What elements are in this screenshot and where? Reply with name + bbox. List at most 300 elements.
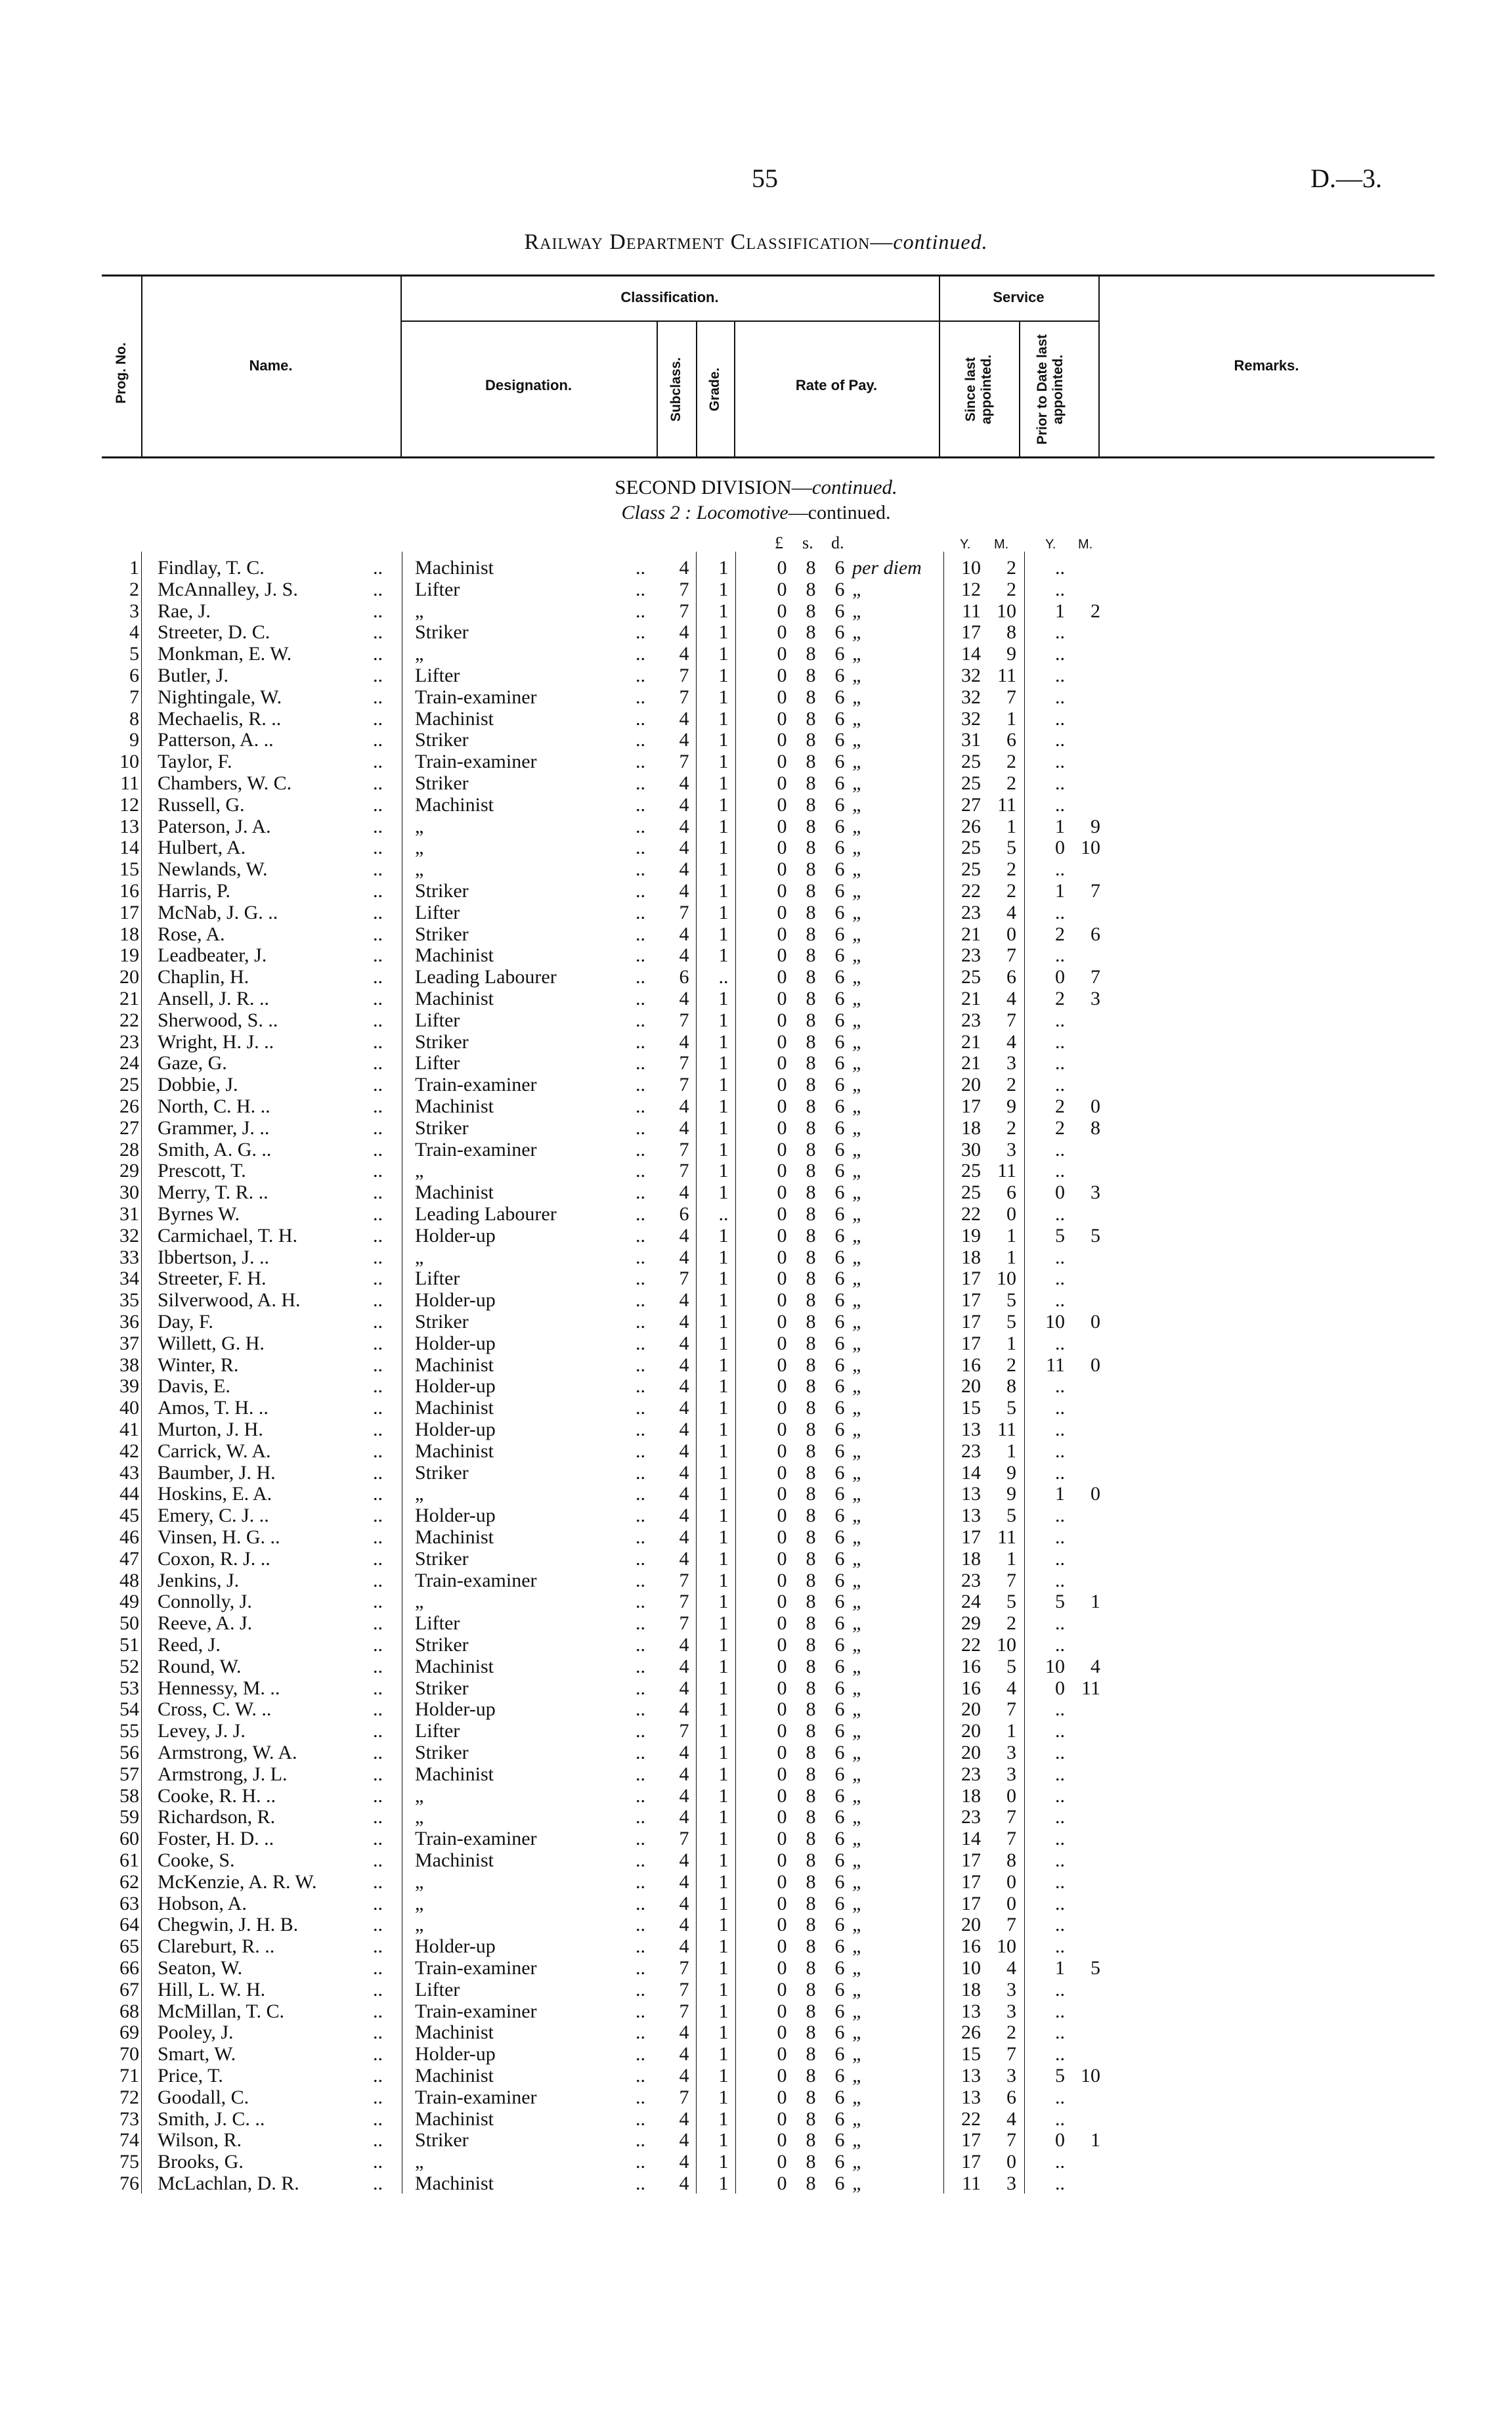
table-row	[0, 557, 1512, 579]
leader-dots: ..	[373, 686, 383, 708]
leader-dots: ..	[636, 1268, 645, 1290]
rate-pence-cell: 6	[834, 2021, 845, 2044]
since-years-cell: 25	[961, 1181, 981, 1204]
grade-cell: 1	[718, 837, 729, 859]
since-months-cell: 1	[1006, 1224, 1016, 1247]
title-main: Railway Department Classification—	[524, 230, 894, 254]
since-years-cell: 12	[961, 578, 981, 600]
since-years-cell: 25	[961, 837, 981, 859]
since-months-cell: 7	[1006, 1009, 1016, 1031]
rate-pounds-cell: 0	[777, 1268, 787, 1290]
rate-shillings-cell: 8	[806, 1440, 816, 1462]
rate-pence-cell: 6	[834, 2086, 845, 2108]
since-years-cell: 20	[961, 1720, 981, 1742]
since-years-cell: 20	[961, 1914, 981, 1936]
subclass-cell: 4	[679, 1375, 689, 1398]
prior-years-cell: 1	[1055, 815, 1065, 837]
prog-no-cell: 72	[119, 2086, 139, 2108]
unit-months-since: M.	[994, 537, 1009, 552]
table-row	[0, 1483, 1512, 1505]
rate-period-cell: „	[852, 1419, 863, 1440]
table-row	[0, 1160, 1512, 1181]
prior-years-cell: ..	[1055, 1052, 1065, 1074]
rate-period-cell: „	[852, 2151, 863, 2173]
leader-dots: ..	[636, 2043, 645, 2065]
rate-shillings-cell: 8	[806, 923, 816, 945]
prog-no-cell: 15	[119, 858, 139, 881]
col-header-subclass: Subclass.	[668, 357, 683, 422]
unit-years-since: Y.	[960, 537, 971, 552]
rate-pence-cell: 6	[834, 621, 845, 644]
rate-shillings-cell: 8	[806, 729, 816, 751]
division-name: SECOND DIVISION—	[615, 475, 812, 498]
leader-dots: ..	[373, 1612, 383, 1635]
leader-dots: ..	[636, 988, 645, 1009]
table-row	[0, 794, 1512, 816]
designation-cell: Striker	[415, 880, 469, 902]
subclass-cell: 4	[679, 1870, 689, 1893]
rate-shillings-cell: 8	[806, 837, 816, 859]
leader-dots: ..	[636, 1483, 645, 1505]
leader-dots: ..	[373, 1505, 383, 1527]
grade-cell: 1	[718, 1397, 729, 1419]
since-months-cell: 0	[1006, 923, 1016, 945]
rate-period-cell: „	[852, 707, 863, 730]
col-header-remarks: Remarks.	[1234, 357, 1299, 374]
name-cell: Cooke, R. H. ..	[158, 1784, 276, 1807]
name-cell: Grammer, J. ..	[158, 1116, 270, 1139]
prog-no-cell: 51	[119, 1634, 139, 1656]
prog-no-cell: 11	[120, 772, 139, 794]
col-header-since-last: Since last appointed.	[963, 354, 994, 425]
prior-years-cell: ..	[1055, 2043, 1065, 2065]
rate-period-cell: „	[852, 1224, 863, 1247]
since-months-cell: 3	[1006, 2000, 1016, 2022]
rate-pounds-cell: 0	[777, 2108, 787, 2130]
leader-dots: ..	[373, 2173, 383, 2194]
rate-period-cell: „	[852, 1203, 863, 1225]
rate-period-cell: „	[852, 1634, 863, 1656]
rate-pence-cell: 6	[834, 1052, 845, 1074]
prior-months-cell: 7	[1091, 966, 1100, 988]
since-years-cell: 21	[961, 988, 981, 1009]
rate-pounds-cell: 0	[777, 1160, 787, 1182]
since-months-cell: 1	[1006, 1246, 1016, 1268]
prior-years-cell: 2	[1055, 1095, 1065, 1117]
grade-cell: 1	[718, 1784, 729, 1807]
prog-no-cell: 58	[119, 1784, 139, 1807]
rate-shillings-cell: 8	[806, 2021, 816, 2044]
rate-period-cell: „	[852, 2108, 863, 2130]
rate-pounds-cell: 0	[777, 1440, 787, 1462]
designation-cell: „	[415, 1892, 424, 1914]
prog-no-cell: 59	[119, 1806, 139, 1828]
leader-dots: ..	[636, 1978, 645, 2000]
name-cell: Findlay, T. C.	[158, 557, 265, 579]
rate-pence-cell: 6	[834, 707, 845, 730]
prog-no-cell: 6	[129, 665, 139, 686]
rate-period-cell: „	[852, 880, 863, 902]
prior-years-cell: 10	[1045, 1655, 1065, 1677]
leader-dots: ..	[373, 1784, 383, 1807]
col-header-name: Name.	[249, 357, 293, 374]
prior-years-cell: ..	[1055, 944, 1065, 967]
subclass-cell: 4	[679, 1116, 689, 1139]
leader-dots: ..	[373, 2108, 383, 2130]
designation-cell: Machinist	[415, 1849, 494, 1871]
table-row	[0, 988, 1512, 1009]
leader-dots: ..	[373, 2065, 383, 2086]
leader-dots: ..	[373, 815, 383, 837]
rate-period-cell: „	[852, 1505, 863, 1527]
rate-shillings-cell: 8	[806, 1655, 816, 1677]
rate-pence-cell: 6	[834, 1224, 845, 1247]
rate-shillings-cell: 8	[806, 1591, 816, 1613]
rate-shillings-cell: 8	[806, 557, 816, 579]
leader-dots: ..	[636, 1957, 645, 1979]
leader-dots: ..	[373, 1440, 383, 1462]
rate-period-cell: „	[852, 1181, 863, 1204]
rate-shillings-cell: 8	[806, 1505, 816, 1527]
rate-shillings-cell: 8	[806, 600, 816, 622]
leader-dots: ..	[636, 751, 645, 773]
prog-no-cell: 60	[119, 1828, 139, 1850]
leader-dots: ..	[373, 1181, 383, 1204]
since-years-cell: 17	[961, 1311, 981, 1333]
designation-cell: „	[415, 858, 424, 881]
header-divider	[696, 322, 697, 458]
rate-period-cell: per diem	[852, 557, 922, 579]
leader-dots: ..	[636, 1612, 645, 1635]
prior-years-cell: ..	[1055, 1030, 1065, 1053]
rate-pounds-cell: 0	[777, 1095, 787, 1117]
since-years-cell: 10	[961, 1957, 981, 1979]
prior-years-cell: ..	[1055, 2000, 1065, 2022]
table-row	[0, 1677, 1512, 1699]
rate-period-cell: „	[852, 1914, 863, 1936]
prior-years-cell: ..	[1055, 1569, 1065, 1591]
since-months-cell: 4	[1006, 1677, 1016, 1699]
since-months-cell: 7	[1006, 1828, 1016, 1850]
leader-dots: ..	[373, 1526, 383, 1548]
rate-pounds-cell: 0	[777, 686, 787, 708]
since-years-cell: 31	[961, 729, 981, 751]
name-cell: Merry, T. R. ..	[158, 1181, 269, 1204]
leader-dots: ..	[636, 793, 645, 816]
table-row	[0, 729, 1512, 751]
since-years-cell: 10	[961, 557, 981, 579]
since-months-cell: 0	[1006, 1203, 1016, 1225]
rate-shillings-cell: 8	[806, 621, 816, 644]
subclass-cell: 4	[679, 729, 689, 751]
subclass-cell: 7	[679, 751, 689, 773]
prior-years-cell: ..	[1055, 1763, 1065, 1785]
designation-cell: Lifter	[415, 1612, 460, 1635]
header-mid-rule	[400, 320, 1098, 322]
table-row	[0, 858, 1512, 880]
prog-no-cell: 4	[129, 621, 139, 644]
leader-dots: ..	[636, 1591, 645, 1613]
grade-cell: 1	[718, 1289, 729, 1312]
since-years-cell: 13	[961, 2065, 981, 2086]
name-cell: Levey, J. J.	[158, 1720, 246, 1742]
rate-period-cell: „	[852, 2065, 863, 2086]
subclass-cell: 4	[679, 2151, 689, 2173]
since-months-cell: 5	[1006, 1655, 1016, 1677]
prog-no-cell: 8	[129, 707, 139, 730]
grade-cell: 1	[718, 1009, 729, 1031]
prior-years-cell: 0	[1055, 2129, 1065, 2152]
rate-pence-cell: 6	[834, 686, 845, 708]
designation-cell: Striker	[415, 1461, 469, 1484]
designation-cell: Holder-up	[415, 1375, 496, 1398]
leader-dots: ..	[636, 1849, 645, 1871]
leader-dots: ..	[636, 2151, 645, 2173]
prior-years-cell: ..	[1055, 858, 1065, 881]
subclass-cell: 4	[679, 1289, 689, 1312]
prior-months-cell: 2	[1091, 600, 1100, 622]
rate-shillings-cell: 8	[806, 751, 816, 773]
grade-cell: 1	[718, 944, 729, 967]
rate-pounds-cell: 0	[777, 1892, 787, 1914]
subclass-cell: 4	[679, 880, 689, 902]
rate-pounds-cell: 0	[777, 901, 787, 923]
grade-cell: 1	[718, 1978, 729, 2000]
name-cell: Emery, C. J. ..	[158, 1505, 269, 1527]
grade-cell: 1	[718, 1138, 729, 1160]
rate-shillings-cell: 8	[806, 901, 816, 923]
prog-no-cell: 62	[119, 1870, 139, 1893]
prior-years-cell: ..	[1055, 1742, 1065, 1763]
leader-dots: ..	[636, 600, 645, 622]
grade-cell: 1	[718, 880, 729, 902]
table-row	[0, 2108, 1512, 2130]
rate-period-cell: „	[852, 1698, 863, 1721]
table-row	[0, 1397, 1512, 1419]
designation-cell: Striker	[415, 1742, 469, 1763]
prog-no-cell: 69	[119, 2021, 139, 2044]
prog-no-cell: 43	[119, 1461, 139, 1484]
name-cell: Harris, P.	[158, 880, 230, 902]
table-row	[0, 1095, 1512, 1117]
since-years-cell: 17	[961, 1870, 981, 1893]
prior-years-cell: 10	[1045, 1311, 1065, 1333]
leader-dots: ..	[636, 2086, 645, 2108]
prog-no-cell: 63	[119, 1892, 139, 1914]
subclass-cell: 7	[679, 901, 689, 923]
leader-dots: ..	[636, 1289, 645, 1312]
rate-shillings-cell: 8	[806, 1806, 816, 1828]
designation-cell: Striker	[415, 1311, 469, 1333]
table-row	[0, 1526, 1512, 1548]
col-header-classification: Classification.	[620, 289, 719, 305]
since-months-cell: 3	[1006, 1052, 1016, 1074]
name-cell: Round, W.	[158, 1655, 242, 1677]
rate-pence-cell: 6	[834, 1612, 845, 1635]
designation-cell: „	[415, 1246, 424, 1268]
prog-no-cell: 48	[119, 1569, 139, 1591]
grade-cell: 1	[718, 1569, 729, 1591]
rate-pence-cell: 6	[834, 1569, 845, 1591]
grade-cell: 1	[718, 1354, 729, 1376]
rate-shillings-cell: 8	[806, 1461, 816, 1484]
designation-cell: Machinist	[415, 1440, 494, 1462]
rate-period-cell: „	[852, 1397, 863, 1419]
subclass-cell: 7	[679, 1591, 689, 1613]
rate-pence-cell: 6	[834, 1806, 845, 1828]
rate-shillings-cell: 8	[806, 1742, 816, 1763]
grade-cell: 1	[718, 2129, 729, 2152]
subclass-cell: 4	[679, 1181, 689, 1204]
prior-months-cell: 9	[1091, 815, 1100, 837]
prog-no-cell: 28	[119, 1138, 139, 1160]
rate-pence-cell: 6	[834, 793, 845, 816]
rate-shillings-cell: 8	[806, 858, 816, 881]
rate-pounds-cell: 0	[777, 643, 787, 665]
prog-no-cell: 52	[119, 1655, 139, 1677]
since-months-cell: 1	[1006, 1332, 1016, 1354]
rate-pence-cell: 6	[834, 1547, 845, 1570]
subclass-cell: 4	[679, 1914, 689, 1936]
prog-no-cell: 73	[119, 2108, 139, 2130]
name-cell: Jenkins, J.	[158, 1569, 240, 1591]
prog-no-cell: 39	[119, 1375, 139, 1398]
leader-dots: ..	[636, 1009, 645, 1031]
table-row	[0, 751, 1512, 772]
prior-years-cell: 11	[1046, 1354, 1065, 1376]
designation-cell: Machinist	[415, 1763, 494, 1785]
table-row	[0, 1505, 1512, 1526]
rate-shillings-cell: 8	[806, 2108, 816, 2130]
designation-cell: „	[415, 837, 424, 859]
leader-dots: ..	[636, 1397, 645, 1419]
subclass-cell: 4	[679, 772, 689, 794]
leader-dots: ..	[373, 1806, 383, 1828]
leader-dots: ..	[636, 1828, 645, 1850]
prog-no-cell: 25	[119, 1074, 139, 1096]
name-cell: Chegwin, J. H. B.	[158, 1914, 299, 1936]
table-row	[0, 1548, 1512, 1570]
subclass-cell: 7	[679, 665, 689, 686]
name-cell: Armstrong, W. A.	[158, 1742, 297, 1763]
rate-pence-cell: 6	[834, 944, 845, 967]
grade-cell: 1	[718, 621, 729, 644]
subclass-cell: 7	[679, 1052, 689, 1074]
leader-dots: ..	[636, 1052, 645, 1074]
table-row	[0, 944, 1512, 966]
rate-pounds-cell: 0	[777, 837, 787, 859]
since-years-cell: 17	[961, 1095, 981, 1117]
leader-dots: ..	[373, 793, 383, 816]
rate-pounds-cell: 0	[777, 1591, 787, 1613]
table-row	[0, 1742, 1512, 1763]
rate-pence-cell: 6	[834, 1375, 845, 1398]
rate-period-cell: „	[852, 2000, 863, 2022]
designation-cell: „	[415, 815, 424, 837]
rate-pence-cell: 6	[834, 1698, 845, 1721]
prior-years-cell: ..	[1055, 1806, 1065, 1828]
rate-pence-cell: 6	[834, 1332, 845, 1354]
leader-dots: ..	[636, 643, 645, 665]
designation-cell: „	[415, 1591, 424, 1613]
rate-pounds-cell: 0	[777, 1375, 787, 1398]
rate-pence-cell: 6	[834, 2108, 845, 2130]
grade-cell: 1	[718, 1419, 729, 1440]
division-continued: continued.	[811, 475, 897, 498]
grade-cell: 1	[718, 1483, 729, 1505]
rate-pounds-cell: 0	[777, 988, 787, 1009]
grade-cell: 1	[718, 2173, 729, 2194]
rate-pence-cell: 6	[834, 2173, 845, 2194]
name-cell: Murton, J. H.	[158, 1419, 263, 1440]
rate-shillings-cell: 8	[806, 1224, 816, 1247]
rate-shillings-cell: 8	[806, 1268, 816, 1290]
grade-cell: 1	[718, 793, 729, 816]
since-years-cell: 17	[961, 1289, 981, 1312]
table-row	[0, 1333, 1512, 1354]
rate-pence-cell: 6	[834, 1828, 845, 1850]
leader-dots: ..	[373, 988, 383, 1009]
rate-pounds-cell: 0	[777, 1634, 787, 1656]
designation-cell: Striker	[415, 923, 469, 945]
since-years-cell: 23	[961, 1763, 981, 1785]
prior-months-cell: 0	[1091, 1354, 1100, 1376]
designation-cell: Striker	[415, 1030, 469, 1053]
since-months-cell: 0	[1006, 1892, 1016, 1914]
designation-cell: „	[415, 643, 424, 665]
table-row	[0, 1052, 1512, 1074]
rate-pounds-cell: 0	[777, 1505, 787, 1527]
since-months-cell: 4	[1006, 1030, 1016, 1053]
rate-shillings-cell: 8	[806, 686, 816, 708]
name-cell: Amos, T. H. ..	[158, 1397, 269, 1419]
rate-period-cell: „	[852, 815, 863, 837]
prior-years-cell: ..	[1055, 751, 1065, 773]
prog-no-cell: 36	[119, 1311, 139, 1333]
leader-dots: ..	[373, 1332, 383, 1354]
name-cell: Brooks, G.	[158, 2151, 244, 2173]
rate-pence-cell: 6	[834, 1246, 845, 1268]
prior-years-cell: 5	[1055, 2065, 1065, 2086]
rate-period-cell: „	[852, 2021, 863, 2044]
leader-dots: ..	[373, 1160, 383, 1182]
prior-years-cell: 1	[1055, 600, 1065, 622]
designation-cell: Machinist	[415, 2021, 494, 2044]
prog-no-cell: 76	[119, 2173, 139, 2194]
since-years-cell: 18	[961, 1978, 981, 2000]
name-cell: Richardson, R.	[158, 1806, 276, 1828]
prog-no-cell: 56	[119, 1742, 139, 1763]
rate-shillings-cell: 8	[806, 1698, 816, 1721]
prog-no-cell: 31	[119, 1203, 139, 1225]
subclass-cell: 4	[679, 2173, 689, 2194]
grade-cell: ..	[718, 1203, 729, 1225]
leader-dots: ..	[636, 707, 645, 730]
rate-pounds-cell: 0	[777, 1870, 787, 1893]
prior-years-cell: ..	[1055, 772, 1065, 794]
rate-period-cell: „	[852, 901, 863, 923]
leader-dots: ..	[636, 858, 645, 881]
rate-period-cell: „	[852, 944, 863, 967]
rate-period-cell: „	[852, 1957, 863, 1979]
designation-cell: Lifter	[415, 665, 460, 686]
rate-shillings-cell: 8	[806, 1203, 816, 1225]
subclass-cell: 4	[679, 707, 689, 730]
prog-no-cell: 41	[119, 1419, 139, 1440]
prior-years-cell: ..	[1055, 1009, 1065, 1031]
designation-cell: Machinist	[415, 2173, 494, 2194]
prog-no-cell: 21	[119, 988, 139, 1009]
